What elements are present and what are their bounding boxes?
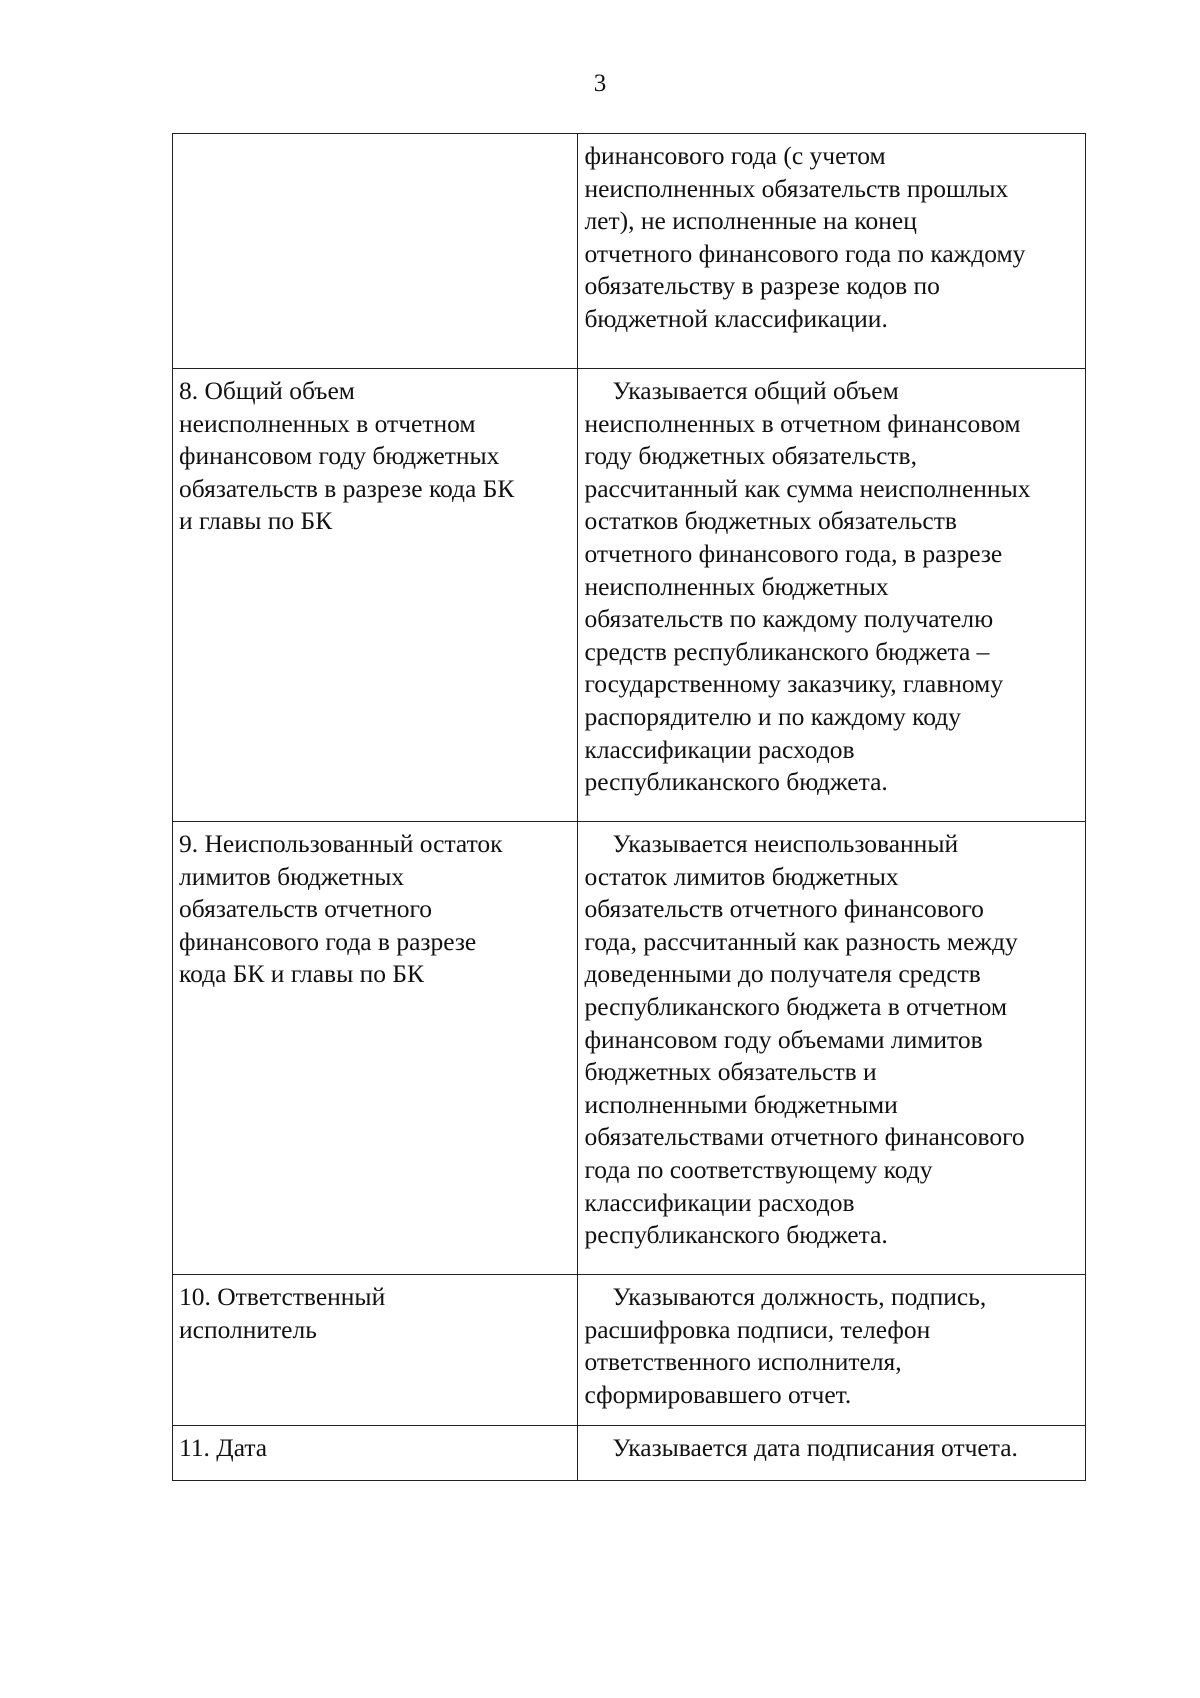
text-line: неисполненных в отчетном финансовом [584, 408, 1021, 438]
text-line: и главы по БК [179, 506, 333, 536]
table-cell-field [173, 369, 578, 822]
text-line: остаток лимитов бюджетных [584, 861, 899, 891]
text-line: 10. Ответственный [179, 1282, 386, 1311]
text-line: распорядителю и по каждому коду [584, 701, 961, 731]
text-line: государственному заказчику, главному [584, 669, 1004, 699]
text-line: Указывается дата подписания отчета. [612, 1433, 1018, 1462]
text-line: классификации расходов [584, 734, 855, 764]
text-line: финансового года (с учетом [584, 141, 886, 170]
text-line: года, рассчитанный как разность между [584, 926, 1018, 956]
text-line: классификации расходов [584, 1187, 855, 1217]
text-line: обязательств отчетного финансового [584, 894, 984, 924]
text-line: неисполненных бюджетных [584, 571, 889, 601]
text-line: расшифровка подписи, телефон [584, 1314, 931, 1344]
text-line: обязательств отчетного [179, 894, 433, 924]
text-line: доведенными до получателя средств [584, 959, 981, 989]
text-line: Указываются должность, подпись, [612, 1282, 987, 1311]
table-row [173, 1275, 1086, 1426]
text-line: обязательству в разрезе кодов по [584, 271, 940, 301]
text-line: Указывается неиспользованный [612, 829, 959, 858]
table-row [173, 134, 1086, 369]
text-line: ответственного исполнителя, [584, 1347, 902, 1377]
text-line: неисполненных обязательств прошлых [584, 173, 1009, 203]
table-cell-description [578, 822, 1086, 1275]
table-cell-description [578, 1426, 1086, 1481]
text-line: бюджетных обязательств и [584, 1057, 877, 1087]
text-line: обязательствами отчетного финансового [584, 1122, 1025, 1152]
table-cell-field [173, 1426, 578, 1481]
table-cell-field [173, 822, 578, 1275]
table-cell-description [578, 1275, 1086, 1426]
instructions-table [172, 133, 1086, 1481]
text-line: лет), не исполненные на конец [584, 206, 917, 236]
text-line: республиканского бюджета. [584, 1220, 888, 1250]
text-line: обязательств по каждому получателю [584, 604, 994, 634]
table-cell-description [578, 369, 1086, 822]
text-line: отчетного финансового года по каждому [584, 238, 1026, 268]
text-line: исполненными бюджетными [584, 1089, 898, 1119]
text-line: 9. Неиспользованный остаток [179, 829, 503, 858]
table-cell-field [173, 134, 578, 369]
text-line: остатков бюджетных обязательств [584, 506, 957, 536]
table-row [173, 1426, 1086, 1481]
text-line: года по соответствующему коду [584, 1154, 933, 1184]
text-line: финансовом году объемами лимитов [584, 1024, 983, 1054]
text-line: республиканского бюджета в отчетном [584, 991, 1008, 1021]
text-line: сформировавшего отчет. [584, 1379, 852, 1409]
text-line: неисполненных в отчетном [179, 408, 476, 438]
text-line: лимитов бюджетных [179, 861, 405, 891]
text-line: 11. Дата [179, 1433, 268, 1462]
page-number: 3 [593, 70, 607, 97]
text-line: исполнитель [179, 1314, 317, 1344]
table-cell-field [173, 1275, 578, 1426]
text-line: бюджетной классификации. [584, 303, 888, 333]
text-line: финансового года в разрезе [179, 926, 477, 956]
text-line: 8. Общий объем [179, 376, 355, 405]
table-row [173, 822, 1086, 1275]
text-line: Указывается общий объем [612, 376, 899, 405]
text-line: году бюджетных обязательств, [584, 441, 917, 471]
table-cell-description [578, 134, 1086, 369]
table-row [173, 369, 1086, 822]
text-line: рассчитанный как сумма неисполненных [584, 473, 1031, 503]
text-line: кода БК и главы по БК [179, 959, 425, 989]
text-line: республиканского бюджета. [584, 767, 888, 797]
text-line: средств республиканского бюджета – [584, 636, 990, 666]
text-line: отчетного финансового года, в разрезе [584, 538, 1003, 568]
text-line: обязательств в разрезе кода БК [179, 473, 515, 503]
text-line: финансовом году бюджетных [179, 441, 500, 471]
